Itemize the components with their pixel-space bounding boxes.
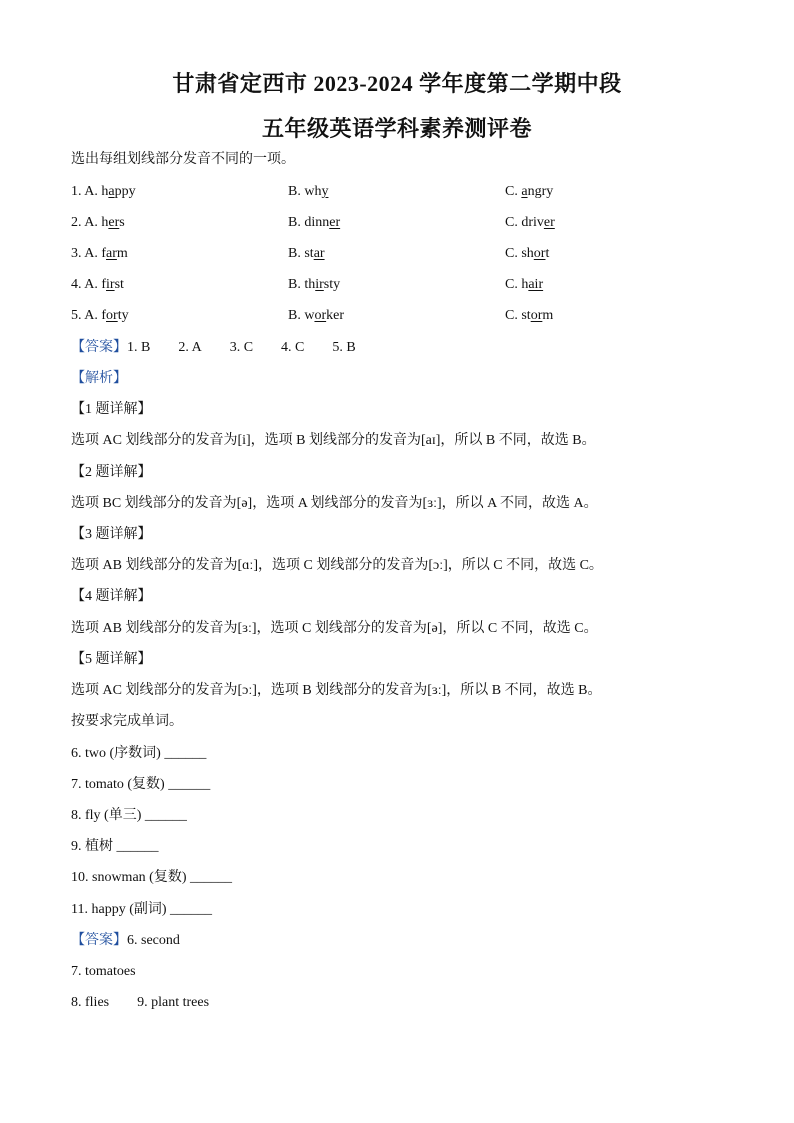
word-item: 9. 植树 ______: [71, 839, 159, 854]
answer-item: 6. second: [127, 933, 180, 948]
word-item: 10. snowman (复数) ______: [71, 870, 232, 885]
option-c: C. driver: [505, 215, 555, 230]
detail-heading: 【3 题详解】: [71, 527, 152, 542]
option-c: C. storm: [505, 308, 554, 323]
answer-tag: 【答案】: [71, 340, 127, 355]
option-a: 5. A. forty: [71, 308, 129, 323]
section1-instruction: 选出每组划线部分发音不同的一项。: [71, 152, 295, 167]
option-b: B. dinner: [288, 215, 341, 230]
answer-tag: 【答案】: [71, 933, 127, 948]
option-b: B. star: [288, 246, 325, 261]
answer-item: 5. B: [332, 340, 356, 355]
answer-item: 1. B: [127, 340, 151, 355]
option-a: 1. A. happy: [71, 184, 136, 199]
option-c: C. short: [505, 246, 550, 261]
option-b: B. thirsty: [288, 277, 341, 292]
analysis-tag: 【解析】: [71, 371, 127, 386]
detail-heading: 【2 题详解】: [71, 465, 152, 480]
answer-item: 4. C: [281, 340, 305, 355]
section2-instruction: 按要求完成单词。: [71, 714, 183, 729]
word-item: 6. two (序数词) ______: [71, 746, 207, 761]
option-c: C. angry: [505, 184, 554, 199]
page-title: 甘肃省定西市 2023-2024 学年度第二学期中段: [172, 71, 622, 96]
detail-heading: 【5 题详解】: [71, 652, 152, 667]
word-item: 11. happy (副词) ______: [71, 902, 213, 917]
answer-item: 9. plant trees: [137, 995, 210, 1010]
page-subtitle: 五年级英语学科素养测评卷: [261, 116, 532, 141]
answer-row: [71, 339, 384, 357]
detail-heading: 【4 题详解】: [71, 589, 152, 604]
option-a: 3. A. farm: [71, 246, 128, 261]
detail-text: 选项 AB 划线部分的发音为[ɜː]，选项 C 划线部分的发音为[ə]，所以 C 不同，故选 C。: [71, 621, 598, 636]
detail-text: 选项 AC 划线部分的发音为[i]，选项 B 划线部分的发音为[aɪ]，所以 B 不同，故选 B。: [71, 433, 596, 448]
detail-heading: 【1 题详解】: [71, 402, 152, 417]
option-a: 4. A. first: [71, 277, 124, 292]
answer-item: 2. A: [178, 340, 202, 355]
answer-item: 3. C: [229, 340, 254, 355]
answer-row: [71, 932, 180, 950]
word-item: 8. fly (单三) ______: [71, 808, 187, 823]
option-a: 2. A. hers: [71, 215, 125, 230]
word-item: 7. tomato (复数) ______: [71, 777, 211, 792]
option-c: C. hair: [505, 277, 544, 292]
option-b: B. why: [288, 184, 329, 199]
detail-text: 选项 BC 划线部分的发音为[ə]，选项 A 划线部分的发音为[ɜː]，所以 A 不同，故选 A。: [71, 496, 598, 511]
answer-row: [71, 994, 209, 1012]
option-b: B. worker: [288, 308, 345, 323]
detail-text: 选项 AB 划线部分的发音为[ɑː]，选项 C 划线部分的发音为[ɔː]，所以 C 不同，故选 C。: [71, 558, 603, 573]
answer-item: 8. flies: [71, 995, 110, 1010]
detail-text: 选项 AC 划线部分的发音为[ɔː]，选项 B 划线部分的发音为[ɜː]，所以 B 不同，故选 B。: [71, 683, 602, 698]
answer-item: 7. tomatoes: [71, 964, 136, 979]
